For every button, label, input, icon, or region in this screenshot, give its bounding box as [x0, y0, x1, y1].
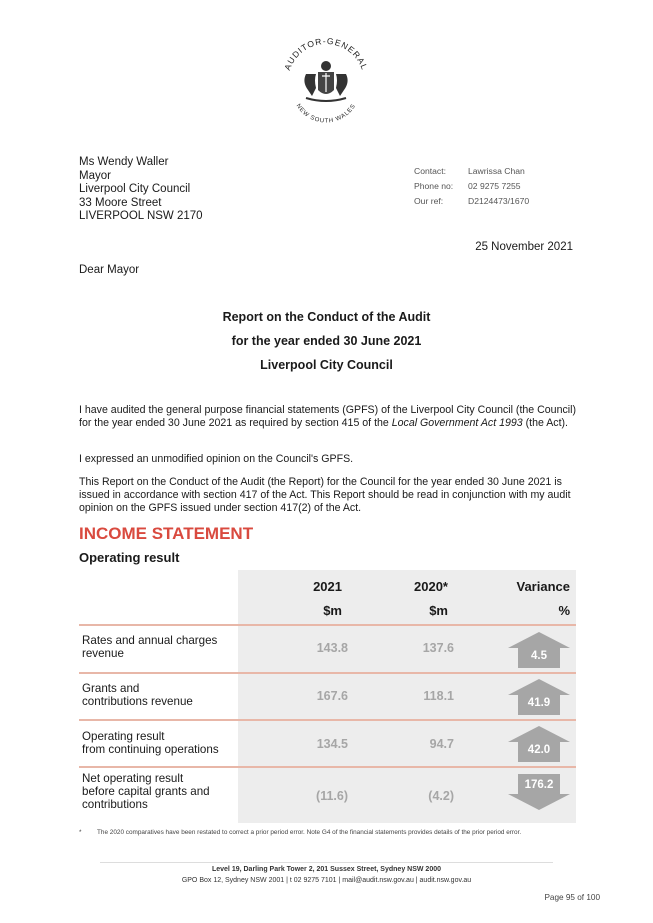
title-line-2: for the year ended 30 June 2021: [231, 334, 422, 348]
title-line-1: Report on the Conduct of the Audit: [222, 310, 431, 324]
value-2021: 134.5: [316, 737, 348, 751]
paragraph-opinion: I expressed an unmodified opinion on the Council's GPFS.: [79, 453, 354, 465]
ref-label: Our ref:: [414, 196, 444, 206]
contact-value: Lawrissa Chan: [468, 166, 525, 176]
variance-value: 41.9: [527, 697, 551, 709]
unit-variance: %: [558, 603, 570, 618]
table-row-label: Grants and contributions revenue: [82, 682, 193, 709]
value-2020: 94.7: [429, 737, 454, 751]
value-2020: (4.2): [428, 789, 454, 803]
footer-divider: [100, 862, 553, 863]
table-footnote: * The 2020 comparatives have been restated to correct a prior period error. Note G4 of the financial statements provides details of the prior period error.: [79, 829, 522, 836]
phone-label: Phone no:: [414, 181, 454, 191]
coat-of-arms-icon: [276, 30, 376, 138]
paragraph-audit-scope: I have audited the general purpose financial statements (GPFS) of the Liverpool City Council (the Council) for the year ended 30 June 2021 as required by section 415 of the Local Government Act 1993 (the Act).: [79, 404, 576, 429]
footer-contact: GPO Box 12, Sydney NSW 2001 | t 02 9275 7101 | mail@audit.nsw.gov.au | audit.nsw.gov.au: [181, 877, 472, 884]
unit-2020: $m: [429, 603, 448, 618]
variance-value: 176.2: [524, 779, 554, 791]
report-title: [0, 308, 653, 380]
variance-up-arrow: [508, 679, 570, 715]
value-2020: 118.1: [423, 689, 454, 703]
table-row-label: Net operating result before capital grants and contributions: [82, 772, 210, 812]
table-rule: [79, 766, 576, 768]
variance-down-arrow: [508, 774, 570, 810]
section-heading: INCOME STATEMENT: [79, 524, 254, 543]
auditor-general-seal: [276, 30, 376, 138]
table-rule: [79, 672, 576, 674]
page-number: Page 95 of 100: [544, 893, 600, 902]
col-header-variance: Variance: [516, 579, 570, 594]
unit-2021: $m: [323, 603, 342, 618]
contact-label: Contact:: [414, 166, 447, 176]
paragraph-report-purpose: This Report on the Conduct of the Audit (the Report) for the Council for the year ended 30 June 2021 is issued in accordance with section 417 of the Act. This Report should be read in conjunction with my audit opinion on the GPFS issued under section 417(2) of the Act.: [79, 476, 571, 514]
seal-top-text: AUDITOR-GENERAL: [282, 35, 370, 72]
table-row-label: Operating result from continuing operations: [82, 730, 219, 757]
variance-up-arrow: [508, 632, 570, 668]
recipient-address: [79, 156, 203, 224]
recipient-name: Ms Wendy Waller: [79, 156, 169, 168]
subsection-heading: Operating result: [79, 550, 180, 565]
ref-value: D2124473/1670: [468, 196, 530, 206]
col-header-2020: 2020*: [414, 579, 448, 594]
phone-value: 02 9275 7255: [468, 181, 521, 191]
value-2021: (11.6): [316, 789, 348, 803]
letter-date: 25 November 2021: [475, 241, 573, 253]
recipient-organisation: Liverpool City Council: [79, 183, 191, 196]
salutation: Dear Mayor: [79, 264, 140, 276]
act-name: Local Government Act 1993: [391, 416, 523, 429]
value-2021: 167.6: [316, 689, 348, 703]
table-rule: [79, 719, 576, 721]
seal-bottom-text: NEW SOUTH WALES: [294, 103, 358, 125]
contact-block: [414, 166, 529, 211]
title-line-3: Liverpool City Council: [260, 358, 393, 372]
value-2020: 137.6: [422, 641, 454, 655]
recipient-title: Mayor: [79, 169, 111, 182]
col-header-2021: 2021: [313, 579, 342, 594]
value-2021: 143.8: [316, 641, 348, 655]
variance-value: 42.0: [527, 744, 551, 756]
svg-text:NEW SOUTH WALES: [295, 103, 358, 124]
table-row-label: Rates and annual charges revenue: [82, 634, 218, 661]
variance-up-arrow: [508, 726, 570, 762]
footer-address: Level 19, Darling Park Tower 2, 201 Sussex Street, Sydney NSW 2000: [211, 866, 442, 873]
recipient-suburb: LIVERPOOL NSW 2170: [79, 210, 203, 223]
recipient-street: 33 Moore Street: [79, 196, 162, 209]
table-rule: [79, 624, 576, 626]
variance-value: 4.5: [531, 650, 547, 662]
